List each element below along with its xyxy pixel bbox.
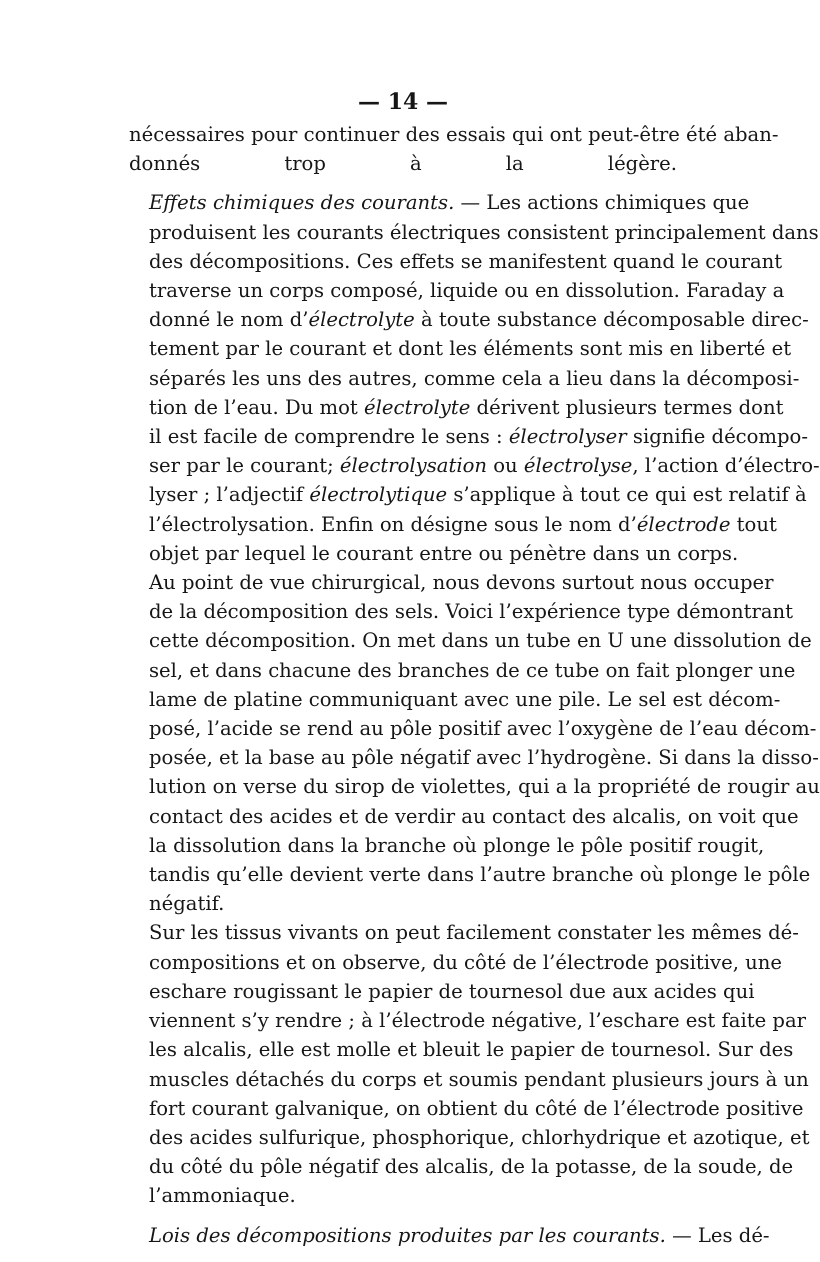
text-line: Lois des décompositions produites par les courants. — Les dé- (149, 1223, 770, 1247)
text-line: tement par le courant et dont les éléments sont mis en liberté et (149, 337, 792, 361)
text-line: objet par lequel le courant entre ou pénètre dans un corps. (149, 541, 739, 565)
text-line: tandis qu’elle devient verte dans l’autre branche où plonge le pôle (149, 863, 811, 887)
text-line: tion de l’eau. Du mot électrolyte dérivent plusieurs termes dont (149, 395, 784, 419)
text-line: traverse un corps composé, liquide ou en dissolution. Faraday a (149, 279, 785, 303)
text-line: Sur les tissus vivants on peut facilement constater les mêmes dé- (149, 921, 799, 945)
text-line: cette décomposition. On met dans un tube en U une dissolution de (149, 629, 812, 653)
paragraph (129, 918, 810, 1210)
text-line: contact des acides et de verdir au contact des alcalis, on voit que (149, 804, 799, 828)
text-line: de la décomposition des sels. Voici l’expérience type démontrant (149, 600, 793, 624)
section-paragraph-lois-decompositions (129, 1221, 770, 1250)
document-page (129, 84, 820, 1250)
text-line: lyser ; l’adjectif électrolytique s’applique à tout ce qui est relatif à (149, 483, 807, 507)
text-line: produisent les courants électriques consistent principalement dans (149, 220, 819, 244)
text-line: viennent s’y rendre ; à l’électrode négative, l’eschare est faite par (149, 1009, 807, 1033)
text-line: compositions et on observe, du côté de l’électrode positive, une (149, 950, 782, 974)
text-line: Au point de vue chirurgical, nous devons surtout nous occuper (149, 571, 774, 595)
text-line: sel, et dans chacune des branches de ce tube on fait plonger une (149, 658, 796, 682)
text-line: des décompositions. Ces effets se manifestent quand le courant (149, 249, 783, 273)
text-line: donnés trop à la légère. (129, 152, 677, 176)
text-line: posée, et la base au pôle négatif avec l’hydrogène. Si dans la disso- (149, 746, 819, 770)
text-line: posé, l’acide se rend au pôle positif avec l’oxygène de l’eau décom- (149, 717, 817, 741)
page-number: — 14 — (358, 89, 448, 115)
text-line: lame de platine communiquant avec une pile. Le sel est décom- (149, 687, 781, 711)
section-paragraph-effets-chimiques (129, 188, 820, 568)
text-line: nécessaires pour continuer des essais qui ont peut-être été aban- (129, 123, 779, 146)
text-line: fort courant galvanique, on obtient du côté de l’électrode positive (149, 1096, 804, 1120)
text-line: séparés les uns des autres, comme cela a lieu dans la décomposi- (149, 366, 800, 390)
text-line: l’électrolysation. Enfin on désigne sous le nom d’électrode tout (149, 512, 777, 536)
text-line: la dissolution dans la branche où plonge le pôle positif rougit, (149, 833, 765, 857)
text-line: muscles détachés du corps et soumis pendant plusieurs jours à un (149, 1067, 809, 1091)
text-line: donné le nom d’électrolyte à toute substance décomposable direc- (149, 308, 809, 332)
text-line: ser par le courant; électrolysation ou électrolyse, l’action d’électro- (149, 454, 820, 478)
text-line: les alcalis, elle est molle et bleuit le papier de tournesol. Sur des (149, 1038, 794, 1062)
text-line: lution on verse du sirop de violettes, qui a la propriété de rougir au (149, 775, 820, 799)
text-line: du côté du pôle négatif des alcalis, de la potasse, de la soude, de (149, 1155, 794, 1179)
paragraph (129, 120, 779, 178)
text-line: négatif. (149, 892, 225, 916)
text-line: il est facile de comprendre le sens : électrolyser signifie décompo- (149, 425, 808, 449)
text-line: eschare rougissant le papier de tournesol due aux acides qui (149, 979, 755, 1003)
text-line: l’ammoniaque. (149, 1184, 296, 1208)
paragraph (129, 568, 820, 918)
text-line: Effets chimiques des courants. — Les actions chimiques que (149, 191, 750, 215)
text-line: des acides sulfurique, phosphorique, chlorhydrique et azotique, et (149, 1125, 810, 1149)
